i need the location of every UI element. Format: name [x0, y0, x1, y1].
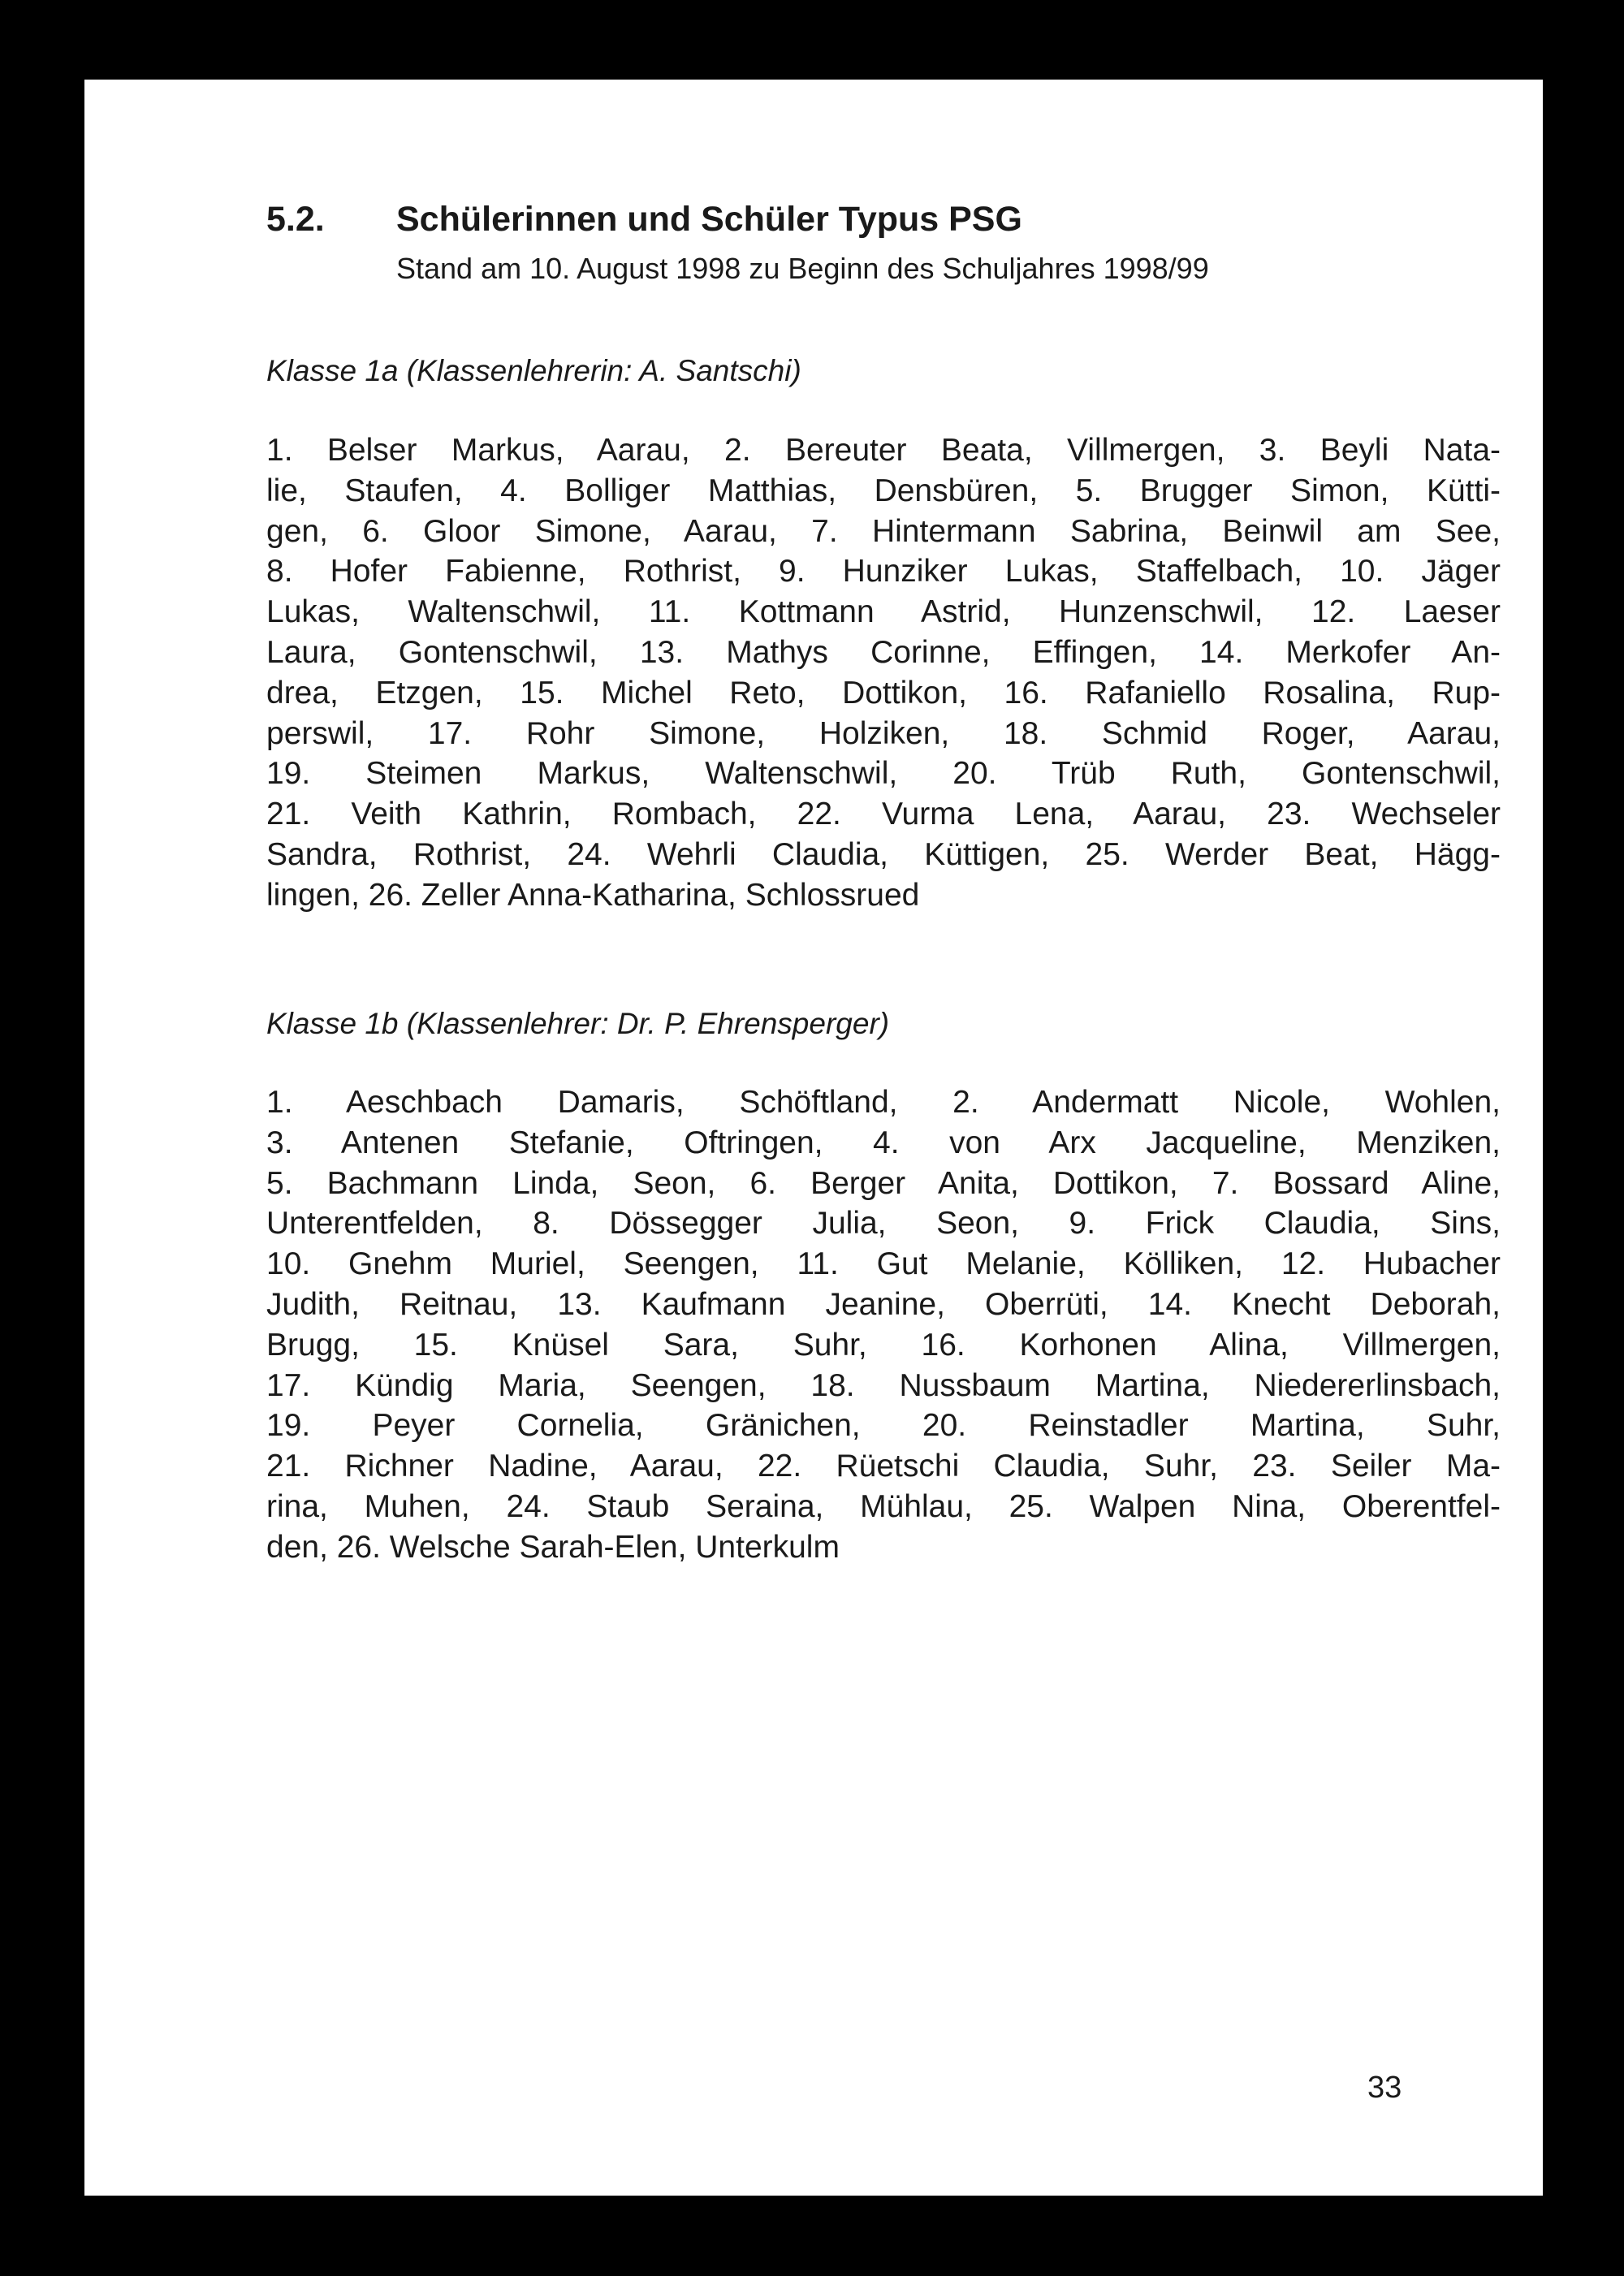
list-line: gen, 6. Gloor Simone, Aarau, 7. Hintermann Sabrina, Beinwil am See, — [266, 513, 1501, 549]
section-number: 5.2. — [266, 200, 325, 239]
list-line: lingen, 26. Zeller Anna-Katharina, Schlossrued — [266, 877, 920, 913]
class-1b-student-list — [266, 1082, 1501, 1568]
list-line: 19. Steimen Markus, Waltenschwil, 20. Trüb Ruth, Gontenschwil, — [266, 756, 1501, 792]
class-1a-title: Klasse 1a (Klassenlehrerin: A. Santschi) — [266, 354, 801, 387]
list-line: 5. Bachmann Linda, Seon, 6. Berger Anita, Dottikon, 7. Bossard Aline, — [266, 1165, 1501, 1201]
list-line: Laura, Gontenschwil, 13. Mathys Corinne, Effingen, 14. Merkofer An- — [266, 634, 1501, 670]
list-line: perswil, 17. Rohr Simone, Holziken, 18. Schmid Roger, Aarau, — [266, 715, 1501, 751]
section-heading — [266, 200, 1022, 240]
list-line: 8. Hofer Fabienne, Rothrist, 9. Hunziker Lukas, Staffelbach, 10. Jäger — [266, 554, 1501, 590]
section-subtitle: Stand am 10. August 1998 zu Beginn des Schuljahres 1998/99 — [396, 252, 1209, 285]
list-line: Sandra, Rothrist, 24. Wehrli Claudia, Küttigen, 25. Werder Beat, Hägg- — [266, 836, 1501, 872]
list-line: Unterentfelden, 8. Dössegger Julia, Seon, 9. Frick Claudia, Sins, — [266, 1206, 1501, 1242]
section-title: Schülerinnen und Schüler Typus PSG — [396, 200, 1022, 239]
list-line: 10. Gnehm Muriel, Seengen, 11. Gut Melanie, Kölliken, 12. Hubacher — [266, 1246, 1501, 1282]
list-line: drea, Etzgen, 15. Michel Reto, Dottikon, 16. Rafaniello Rosalina, Rup- — [266, 675, 1501, 710]
list-line: Brugg, 15. Knüsel Sara, Suhr, 16. Korhonen Alina, Villmergen, — [266, 1327, 1501, 1363]
list-line: Lukas, Waltenschwil, 11. Kottmann Astrid, Hunzenschwil, 12. Laeser — [266, 594, 1501, 630]
list-line: 1. Aeschbach Damaris, Schöftland, 2. Andermatt Nicole, Wohlen, — [266, 1085, 1501, 1120]
list-line: Judith, Reitnau, 13. Kaufmann Jeanine, Oberrüti, 14. Knecht Deborah, — [266, 1286, 1501, 1322]
page-number: 33 — [1367, 2071, 1402, 2105]
class-1a-student-list — [266, 430, 1501, 916]
list-line: 21. Richner Nadine, Aarau, 22. Rüetschi Claudia, Suhr, 23. Seiler Ma- — [266, 1449, 1501, 1484]
class-1b-title: Klasse 1b (Klassenlehrer: Dr. P. Ehrensperger) — [266, 1007, 890, 1040]
list-line: rina, Muhen, 24. Staub Seraina, Mühlau, 25. Walpen Nina, Oberentfel- — [266, 1488, 1501, 1524]
list-line: 3. Antenen Stefanie, Oftringen, 4. von Arx Jacqueline, Menziken, — [266, 1125, 1501, 1160]
list-line: 1. Belser Markus, Aarau, 2. Bereuter Beata, Villmergen, 3. Beyli Nata- — [266, 433, 1501, 468]
list-line: den, 26. Welsche Sarah-Elen, Unterkulm — [266, 1529, 840, 1565]
list-line: 21. Veith Kathrin, Rombach, 22. Vurma Lena, Aarau, 23. Wechseler — [266, 797, 1501, 832]
document-page — [84, 80, 1543, 2196]
list-line: 19. Peyer Cornelia, Gränichen, 20. Reinstadler Martina, Suhr, — [266, 1408, 1501, 1444]
list-line: lie, Staufen, 4. Bolliger Matthias, Densbüren, 5. Brugger Simon, Kütti- — [266, 473, 1501, 508]
list-line: 17. Kündig Maria, Seengen, 18. Nussbaum Martina, Niedererlinsbach, — [266, 1367, 1501, 1403]
